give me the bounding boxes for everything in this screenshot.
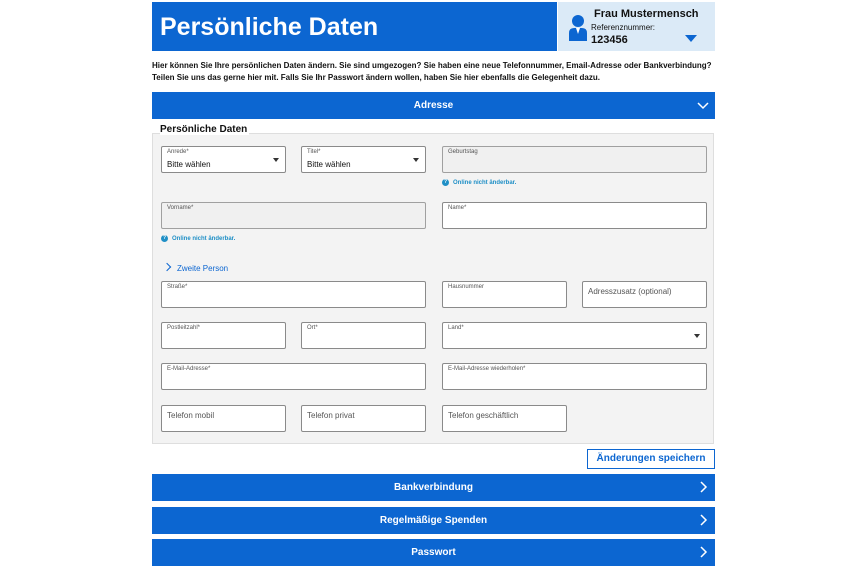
hausnummer-field[interactable] [442, 281, 567, 308]
field-label: E-Mail-Adresse wiederholen* [448, 366, 526, 372]
form-panel [152, 133, 714, 444]
field-label: Postleitzahl* [167, 325, 201, 331]
reference-number: 123456 [591, 34, 628, 46]
geburtstag-hint [442, 179, 516, 186]
hint-text: Online nicht änderbar. [172, 236, 236, 243]
caret-down-icon[interactable] [685, 35, 697, 42]
chevron-right-icon [697, 514, 709, 526]
accordion-bankverbindung[interactable] [152, 474, 715, 501]
strasse-field[interactable] [161, 281, 426, 308]
page-header [152, 0, 715, 52]
ort-field[interactable] [301, 322, 426, 349]
page-title: Persönliche Daten [160, 13, 379, 41]
email-repeat-field[interactable] [442, 363, 707, 390]
section-title: Persönliche Daten [160, 124, 248, 135]
field-label: Straße* [167, 284, 188, 290]
vorname-hint [161, 235, 235, 242]
field-label: Hausnummer [448, 284, 485, 290]
profile-name: Frau Mustermensch [594, 8, 699, 20]
chevron-right-icon [697, 546, 709, 558]
field-label: Titel* [307, 149, 321, 155]
person-icon [568, 14, 588, 42]
question-icon: ? [443, 179, 448, 185]
dropdown-arrow-icon [694, 334, 700, 338]
adresszusatz-field[interactable] [582, 281, 707, 308]
field-placeholder: Telefon mobil [167, 411, 215, 420]
question-icon: ? [162, 235, 167, 241]
telefon-mobil-field[interactable] [161, 405, 286, 432]
field-label: Vorname* [167, 205, 194, 211]
field-label: Land* [448, 325, 464, 331]
intro-text: Hier können Sie Ihre persönlichen Daten ändern. Sie sind umgezogen? Sie haben eine neue Telefonnummer, Email-Adresse oder Bankverbindung? Teilen Sie uns das gerne hier mit. Falls Sie Ihr Passwort ändern wollen, haben Sie hier ebenfalls die Gelegenheit dazu. [152, 61, 712, 82]
dropdown-arrow-icon [413, 158, 419, 162]
field-placeholder: Telefon privat [307, 411, 355, 420]
land-select[interactable] [442, 322, 707, 349]
titel-select[interactable] [301, 146, 426, 173]
vorname-field [161, 202, 426, 229]
chevron-down-icon [697, 99, 709, 111]
field-label: Geburtstag [448, 149, 478, 155]
plz-field[interactable] [161, 322, 286, 349]
accordion-regelmaessige-spenden[interactable] [152, 507, 715, 534]
email-field[interactable] [161, 363, 426, 390]
anrede-select[interactable] [161, 146, 286, 173]
dropdown-arrow-icon [273, 158, 279, 162]
hint-text: Online nicht änderbar. [453, 180, 517, 187]
profile-box [558, 2, 715, 51]
field-label: Name* [448, 205, 467, 211]
field-label: E-Mail-Adresse* [167, 366, 211, 372]
zweite-person-label: Zweite Person [177, 264, 229, 273]
chevron-right-icon [163, 263, 171, 271]
field-label: Ort* [307, 325, 318, 331]
accordion-label: Adresse [413, 100, 454, 111]
chevron-right-icon [697, 481, 709, 493]
accordion-label: Regelmäßige Spenden [379, 515, 488, 526]
page-container [152, 0, 715, 558]
accordion-passwort[interactable] [152, 539, 715, 566]
name-field[interactable] [442, 202, 707, 229]
accordion-adresse[interactable] [152, 92, 715, 119]
title-bar [152, 2, 557, 51]
field-placeholder: Adresszusatz (optional) [588, 287, 672, 296]
field-value: Bitte wählen [307, 160, 351, 169]
field-label: Anrede* [167, 149, 189, 155]
field-placeholder: Telefon geschäftlich [448, 411, 519, 420]
accordion-label: Bankverbindung [394, 482, 473, 493]
geburtstag-field [442, 146, 707, 173]
accordion-label: Passwort [411, 547, 456, 558]
zweite-person-link[interactable] [164, 264, 228, 273]
field-value: Bitte wählen [167, 160, 211, 169]
reference-label: Referenznummer: [591, 23, 656, 32]
save-button[interactable]: Änderungen speichern [587, 449, 715, 469]
telefon-privat-field[interactable] [301, 405, 426, 432]
telefon-geschaeftlich-field[interactable] [442, 405, 567, 432]
